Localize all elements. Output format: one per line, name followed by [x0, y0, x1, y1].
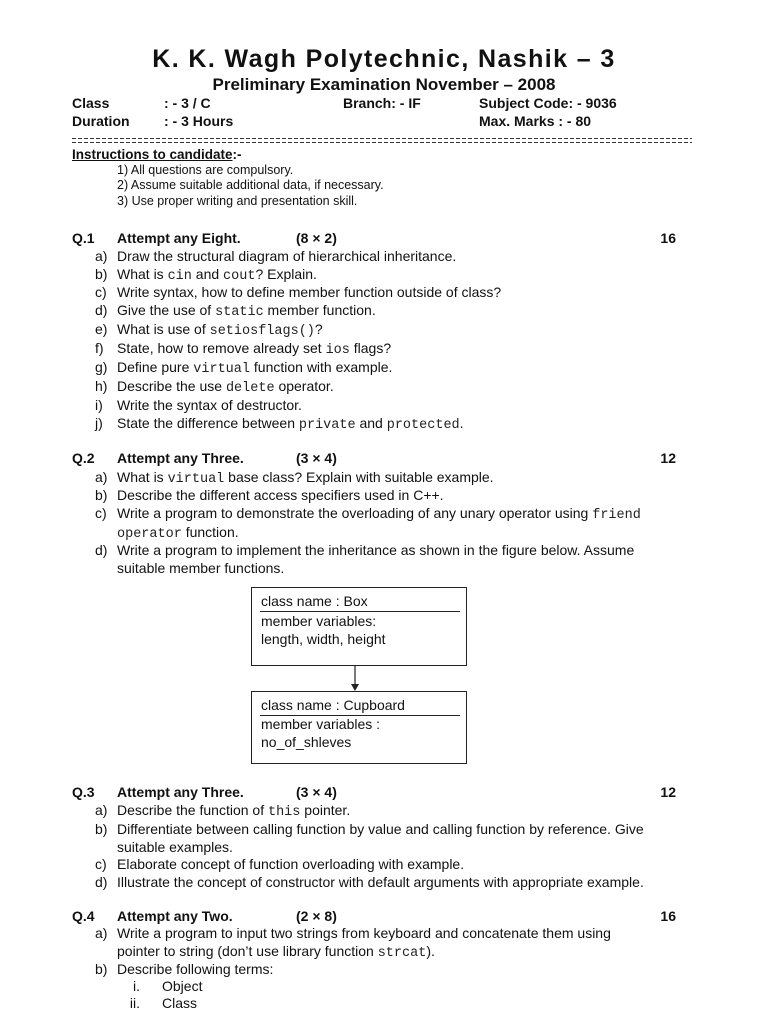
- branch: Branch: - IF: [343, 95, 421, 111]
- duration-label: Duration: [72, 113, 130, 129]
- item-label: c): [95, 856, 107, 872]
- item-label: a): [95, 469, 108, 485]
- member-variables-label: member variables:: [261, 613, 377, 629]
- item-label: b): [95, 961, 108, 977]
- divider-bottom: [72, 142, 692, 143]
- max-marks: Max. Marks : - 80: [479, 113, 592, 129]
- question-text-segment: Describe the function of: [117, 802, 268, 818]
- code-keyword: private: [298, 418, 356, 433]
- question-text-segment: What is: [117, 469, 168, 485]
- instruction-item: 1) All questions are compulsory.: [117, 163, 294, 177]
- divider-top: [72, 138, 692, 139]
- duration-value: : - 3 Hours: [164, 113, 234, 129]
- question-text-segment: function.: [181, 524, 239, 540]
- marks-scheme: (3 × 4): [296, 784, 337, 800]
- question-item: [117, 541, 697, 559]
- question-number: Q.3: [72, 784, 95, 800]
- question-item: [117, 873, 697, 891]
- instruction-item: 2) Assume suitable additional data, if necessary.: [117, 178, 384, 192]
- subject-code: Subject Code: - 9036: [479, 95, 617, 111]
- question-text-segment: Differentiate between calling function by value and calling function by reference. Give: [117, 821, 644, 837]
- code-keyword: static: [215, 305, 264, 320]
- marks-scheme: (8 × 2): [296, 230, 337, 246]
- sub-item: Object: [162, 978, 203, 994]
- question-text-segment: Describe the different access specifiers used in C++.: [117, 487, 444, 503]
- question-text-segment: ).: [426, 943, 435, 959]
- item-label: a): [95, 248, 108, 264]
- question-text-segment: Define pure: [117, 359, 194, 375]
- question-number: Q.2: [72, 450, 95, 466]
- question-item: [117, 855, 697, 873]
- question-number: Q.4: [72, 908, 95, 924]
- code-keyword: protected: [386, 418, 460, 433]
- question-text-segment: Describe following terms:: [117, 961, 274, 977]
- item-label: a): [95, 925, 108, 941]
- code-keyword: setiosflags(): [209, 324, 315, 339]
- question-total-marks: 16: [660, 908, 676, 924]
- member-variables: no_of_shleves: [261, 734, 352, 750]
- question-item: [117, 396, 697, 414]
- item-label: b): [95, 821, 108, 837]
- item-label: f): [95, 340, 104, 356]
- question-text-segment: base class? Explain with suitable example.: [224, 469, 494, 485]
- question-text-segment: Elaborate concept of function overloading with example.: [117, 856, 465, 872]
- question-text-segment: Illustrate the concept of constructor with default arguments with appropriate example.: [117, 874, 644, 890]
- class-label: Class: [72, 95, 110, 111]
- code-keyword: cout: [223, 269, 256, 284]
- code-keyword: ios: [325, 343, 350, 358]
- question-item: [117, 358, 697, 379]
- code-keyword: strcat: [377, 946, 427, 961]
- question-total-marks: 16: [660, 230, 676, 246]
- class-box-box: [251, 587, 467, 666]
- question-total-marks: 12: [660, 450, 676, 466]
- member-variables: length, width, height: [261, 631, 386, 647]
- code-keyword: delete: [225, 381, 275, 396]
- question-text-segment: Write a program to demonstrate the overloading of any unary operator using: [117, 505, 593, 521]
- question-text-segment: and: [191, 266, 224, 282]
- question-text-segment: What is: [117, 266, 168, 282]
- class-name: class name : Cupboard: [261, 697, 405, 713]
- instructions-heading: Instructions to candidate:-: [72, 147, 242, 162]
- item-label: e): [95, 321, 108, 337]
- question-item-continued: [117, 838, 697, 856]
- question-text-segment: Write a program to input two strings from keyboard and concatenate them using: [117, 925, 611, 941]
- question-text-segment: Draw the structural diagram of hierarchical inheritance.: [117, 248, 457, 264]
- code-keyword: operator: [117, 527, 182, 542]
- class-value: : - 3 / C: [164, 95, 211, 111]
- question-text-segment: Write the syntax of destructor.: [117, 397, 302, 413]
- question-text-segment: and: [355, 415, 387, 431]
- sub-item-label: i.: [133, 978, 140, 994]
- class-name: class name : Box: [261, 593, 368, 609]
- question-text-segment: What is use of: [117, 321, 210, 337]
- item-label: b): [95, 266, 108, 282]
- question-text-segment: Write a program to implement the inheritance as shown in the figure below. Assume: [117, 542, 635, 558]
- item-label: j): [95, 415, 103, 431]
- question-item: [117, 301, 697, 322]
- question-text-segment: pointer to string (don’t use library function: [117, 943, 378, 959]
- question-item: [117, 414, 697, 435]
- question-text-segment: operator.: [274, 378, 334, 394]
- question-item: [117, 486, 697, 504]
- question-item: [117, 820, 697, 838]
- question-item: [117, 339, 697, 360]
- question-item: [117, 320, 697, 341]
- question-item: [117, 960, 697, 978]
- item-label: c): [95, 284, 107, 300]
- item-label: d): [95, 874, 108, 890]
- question-text-segment: Write syntax, how to define member function outside of class?: [117, 284, 502, 300]
- question-item-continued: [117, 559, 697, 577]
- item-label: d): [95, 302, 108, 318]
- question-title: Attempt any Eight.: [117, 230, 241, 246]
- item-label: a): [95, 802, 108, 818]
- question-text-segment: .: [459, 415, 464, 431]
- code-keyword: friend: [592, 508, 641, 523]
- question-text-segment: State the difference between: [117, 415, 299, 431]
- question-text-segment: suitable examples.: [117, 839, 233, 855]
- item-label: b): [95, 487, 108, 503]
- marks-scheme: (2 × 8): [296, 908, 337, 924]
- question-item: [117, 504, 697, 525]
- marks-scheme: (3 × 4): [296, 450, 337, 466]
- question-title: Attempt any Three.: [117, 784, 244, 800]
- question-total-marks: 12: [660, 784, 676, 800]
- item-label: h): [95, 378, 108, 394]
- question-text-segment: function with example.: [250, 359, 393, 375]
- question-text-segment: State, how to remove already set: [117, 340, 326, 356]
- question-text-segment: Give the use of: [117, 302, 216, 318]
- sub-item: Class: [162, 995, 198, 1011]
- instruction-item: 3) Use proper writing and presentation skill.: [117, 194, 358, 208]
- question-title: Attempt any Two.: [117, 908, 233, 924]
- question-number: Q.1: [72, 230, 95, 246]
- exam-title: Preliminary Examination November – 2008: [212, 75, 556, 94]
- question-text-segment: Describe the use: [117, 378, 226, 394]
- question-text-segment: ? Explain.: [255, 266, 317, 282]
- question-text-segment: ?: [314, 321, 323, 337]
- code-keyword: virtual: [167, 472, 225, 487]
- question-text-segment: flags?: [349, 340, 392, 356]
- item-label: i): [95, 397, 103, 413]
- class-box-cupboard: [251, 691, 467, 764]
- item-label: d): [95, 542, 108, 558]
- question-item: [117, 247, 697, 265]
- code-keyword: virtual: [193, 362, 250, 377]
- sub-item-label: ii.: [129, 995, 140, 1011]
- institute-title: K. K. Wagh Polytechnic, Nashik – 3: [152, 45, 616, 73]
- question-item: [117, 801, 697, 822]
- question-item: [117, 924, 697, 942]
- member-variables-label: member variables :: [261, 716, 381, 732]
- code-keyword: cin: [167, 269, 192, 284]
- item-label: c): [95, 505, 107, 521]
- question-item: [117, 377, 697, 398]
- question-text-segment: member function.: [263, 302, 376, 318]
- question-title: Attempt any Three.: [117, 450, 244, 466]
- question-text-segment: pointer.: [300, 802, 351, 818]
- question-item: [117, 283, 697, 301]
- item-label: g): [95, 359, 108, 375]
- code-keyword: this: [267, 805, 301, 820]
- question-text-segment: suitable member functions.: [117, 560, 285, 576]
